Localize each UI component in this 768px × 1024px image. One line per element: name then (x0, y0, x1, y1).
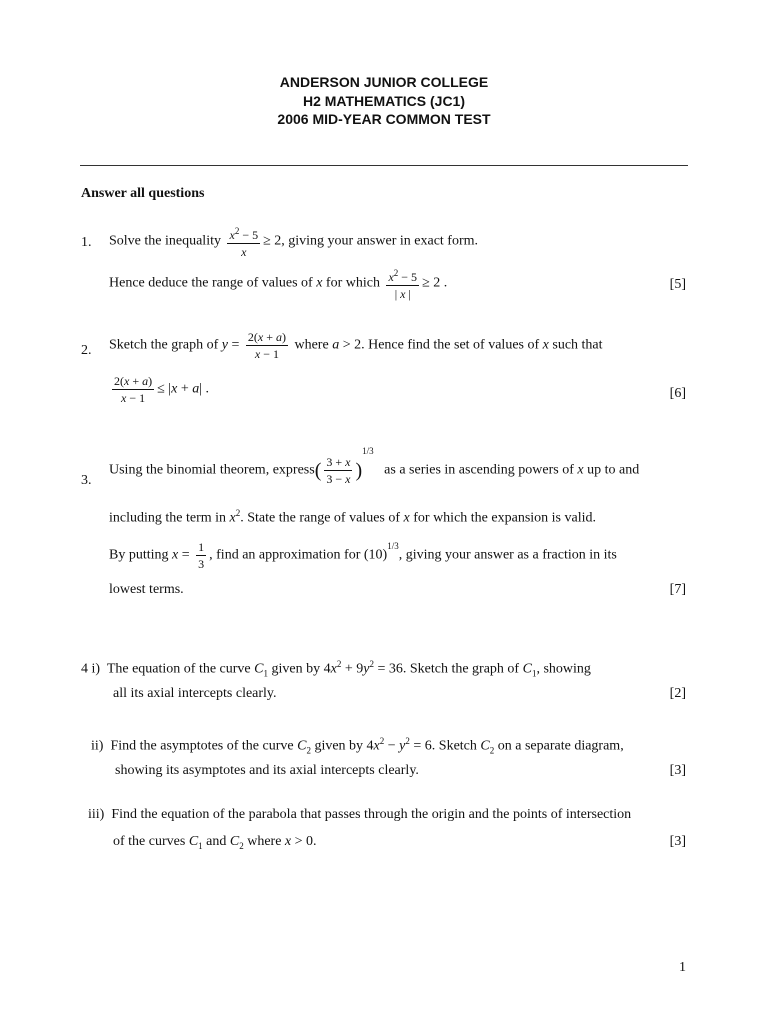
q4-i-marks: [2] (669, 686, 686, 701)
q1-line-2: Hence deduce the range of values of x for which $\frac{x^2 - 5}{| x |}$ ≥ 2 . (109, 268, 448, 301)
q1-fraction-abs: $\frac{x^2 - 5}{| x |}$ (388, 268, 418, 301)
q4-ii-marks: [3] (669, 763, 686, 778)
q4-i-line-2: all its axial intercepts clearly. (113, 686, 277, 701)
q2-fraction: $\frac{2(x + a)}{x - 1}$ (247, 330, 286, 361)
q4-i-line-1: 4 i) The equation of the curve $C_1$ given by $4x^2 + 9y^2 = 36$. Sketch the graph of $C_1$, showing (81, 659, 591, 679)
q3-line-4: lowest terms. (109, 582, 184, 597)
q3-marks: [7] (669, 582, 686, 597)
q4-iii-line-1: iii) Find the equation of the parabola that passes through the origin and the points of intersection (88, 807, 632, 822)
q1-number: 1. (81, 235, 92, 250)
q2-line-1: Sketch the graph of y = $\frac{2(x + a)}{x - 1}$ where a > 2. Hence find the set of values of x such that (109, 330, 603, 361)
q1-marks: [5] (669, 277, 686, 292)
q4-ii-line-1: ii) Find the asymptotes of the curve $C_2$ given by $4x^2 - y^2 = 6$. Sketch $C_2$ on a separate diagram, (91, 736, 624, 756)
header-divider (80, 165, 688, 166)
header-line-1: ANDERSON JUNIOR COLLEGE (279, 74, 489, 90)
q3-fraction: $\frac{3 + x}{3 - x}$ (326, 455, 351, 486)
header-line-2: H2 MATHEMATICS (JC1) (302, 93, 466, 109)
q3-line-3: By putting x = $\frac{1}{3}$ , find an approximation for $(10)^{1/3}$, giving your answer as a fraction in its (109, 540, 617, 571)
q3-x-fraction: $\frac{1}{3}$ (198, 540, 205, 571)
q2-marks: [6] (669, 386, 686, 401)
q4-iii-marks: [3] (669, 834, 686, 849)
header-line-3: 2006 MID-YEAR COMMON TEST (277, 111, 491, 127)
q3-line-1: Using the binomial theorem, express( $\frac{3 + x}{3 - x}$ )$^{1/3}$ as a series in ascending powers of x up to and (109, 446, 640, 486)
q2-line-2: $\frac{2(x + a)}{x - 1}$ ≤ |x + a| . (114, 374, 210, 405)
page-number: 1 (679, 960, 686, 975)
q2-number: 2. (81, 343, 92, 358)
q1-fraction: $\frac{x^2 - 5}{x}$ (229, 226, 259, 259)
q2-inequality-fraction: $\frac{2(x + a)}{x - 1}$ (114, 374, 153, 405)
q1-line-1: Solve the inequality $\frac{x^2 - 5}{x}$ ≥ 2, giving your answer in exact form. (109, 226, 479, 259)
q4-iii-line-2: of the curves $C_1$ and $C_2$ where x > 0. (113, 834, 317, 851)
instructions: Answer all questions (81, 186, 205, 201)
q3-number: 3. (81, 473, 92, 488)
q3-line-2: including the term in $x^2$. State the range of values of x for which the expansion is valid. (109, 508, 596, 526)
q4-ii-line-2: showing its asymptotes and its axial intercepts clearly. (115, 763, 419, 778)
